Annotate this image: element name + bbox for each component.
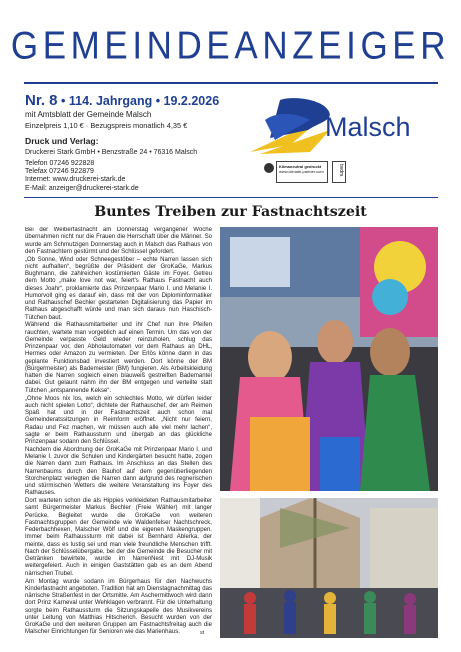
- climate-badge: [276, 161, 328, 183]
- photo-storchenplatz: [220, 498, 438, 638]
- article-headline: Buntes Treiben zur Fastnachtszeit: [94, 204, 367, 220]
- issue-volume-date: • 114. Jahrgang • 19.2.2026: [57, 94, 220, 108]
- bvdm-badge: bvdm.: [332, 161, 346, 183]
- climate-badge-text: Klimaneutral gedruckt: [279, 164, 322, 169]
- article-paragraph: „Ohne Moos nix los, welch ein schlechtes Motto, wir dürfen leider auch nicht spielen Lotto“, dichtete der Rathauschef, der am Reimen Spaß hat und in der Fastnachtszeit auch schon mal Gemeinderatssitzungen in Reimform eröffnet. „Nicht nur feiern, Radau und Fez machen, wir müssen auch alle viel mehr lachen“, sagte er beim Rathaussturm und übergab an das glückliche Prinzenpaar sodann den Schlüssel.: [25, 395, 212, 446]
- article-body: [25, 227, 212, 637]
- photo-street-image: [220, 498, 438, 638]
- logo-wordmark: Malsch: [325, 112, 411, 142]
- publisher-address: Druckerei Stark GmbH • Benzstraße 24 • 76316 Malsch: [25, 149, 198, 156]
- publisher-email[interactable]: E-Mail: anzeiger@druckerei-stark.de: [25, 185, 139, 192]
- article-paragraph: Während die Rathausmitarbeiter und ihr Chef nun ihre Pfeifen rauchten, wartete man vorgeblich auf einen Termin. Um das von der Gemeinde verpasste Geld wieder reinzuholen, schlug das Prinzenpaar vor, den Abholautomaten vor dem Rathaus an DHL, Hermes oder Amazon zu vermieten. Der Erlös könne dann in das geplante Funktionsbad investiert werden. Dort könne der BM (Bürgermeister) als Bademeister (BM) fungieren. Als Arbeitskleidung hatten die Narren sogleich einen blauweiß gestreiften Bademantel dabei. Gut gelaunt nahm ihn der BM entgegen und verteilte statt Tütchen „entspannende Kekse“.: [25, 322, 212, 394]
- article-paragraph: „Ob Sonne, Wind oder Schneegestöber – echte Narren lassen sich nicht aufhalten“, begrüßte der Präsident der GroKaGe, Markus Bughmann, die zahlreichen kostümierten Gäste im Foyer. Getreu dem Motto „make love not war, feiert's Rathaus Fastnacht auch dieses Joahr“, proklamierte das Prinzenpaar Mario I. und Melanie I. Humorvoll ging es darauf ein, dass mit der von Diplominformatiker und Rathauschef Bechler gestarteten Digitalisierung das Papier im Rathaus abgeschafft würde und man sich daraus nun Haschisch-Tütchen baut.: [25, 256, 212, 321]
- author-signoff: st: [200, 630, 205, 636]
- article-paragraph: Nachdem die Abordnung der GroKaGe mit Prinzenpaar Mario I. und Melanie I. zuvor die Schulen und Kindergärten besucht hatte, zogen die Narren dann zum Rathaus. Im Anschluss an das Stellen des Narrenbaums durch den Bauhof auf dem gegenüberliegenden Storchenplatz verlegten die Narren dann aufgrund des regnerischen und stürmischen Wetters die weitere Veranstaltung ins Foyer des Rathauses.: [25, 446, 212, 497]
- publisher-fax: Telefax 07246 922879: [25, 168, 94, 175]
- photo-rathaus-foyer: [220, 227, 438, 491]
- climate-leaf-icon: [264, 163, 274, 173]
- masthead-rule: [24, 82, 438, 84]
- issue-number: Nr. 8: [25, 92, 58, 109]
- publisher-website[interactable]: Internet: www.druckerei-stark.de: [25, 176, 126, 183]
- price-line: Einzelpreis 1,10 € · Bezugspreis monatlich 4,35 €: [25, 121, 188, 130]
- article-paragraph: Dort warteten schon die als Hippies verkleideten Rathausmitarbeiter samt Bürgermeister Markus Bechler (Freie Wähler) mit langer Perücke. Begleitet wurde die GroKaGe von weiteren Fastnachtsgruppen der Gemeinde wie Waldenfelser Nachtschreck, Federbachhexen, Malscher Wölf und die eigenen Maskengruppen. Immer beim Rathaussturm mit dabei ist Bernhard Ablerka, der meinte, dass es lustig sei und man viele freundliche Menschen trifft. Nach der Schlüsselübergabe, bei der die Gemeinde die Besucher mit Getränken bewirtete, wurde im NarrenNest mit DJ-Musik weitergefeiert. Auch in einigen Gaststätten gab es an dem Abend närrischen Trubel.: [25, 498, 212, 577]
- climate-badge-id: www.climate-partner.com: [279, 169, 324, 174]
- issue-line: [25, 92, 219, 109]
- photo-hippies-image: [220, 227, 438, 491]
- article-paragraph: Am Montag wurde sodann im Bürgerhaus für den Nachwuchs Kinderfastnacht angeboten. Tradition hat am Dienstagnachmittag das närrische Straßenfest in der Ortsmitte. Am Aschermittwoch wird dann dort Prinz Karneval unter Wehklagen verbrannt. Für die Unterhaltung sorgte beim Rathaussturm die Sitzungskapelle des Musikvereins unter Leitung von Matthias Hitscherich. Besucht wurden von der GroKaGe und den weiteren Gruppen am Fastnachtsfreitag auch die Malscher Einrichtungen für Senioren wie das Marienhaus.: [25, 578, 212, 636]
- publisher-heading: Druck und Verlag:: [25, 136, 99, 146]
- subtitle: mit Amtsblatt der Gemeinde Malsch: [25, 110, 152, 119]
- masthead-title: GEMEINDEANZEIGER: [10, 23, 451, 68]
- publisher-phone: Telefon 07246 922828: [25, 160, 95, 167]
- article-paragraph: Bei der Weiberfastnacht am Donnerstag vergangener Woche übernahmen nicht nur die Frauen die Herrschaft über die Männer. So wurde am Schmutzigen Donnerstag auch in Malsch das Rathaus von den Fastnachtern gestürmt und der Schlüssel gefordert.: [25, 227, 212, 255]
- header-divider: [24, 197, 438, 198]
